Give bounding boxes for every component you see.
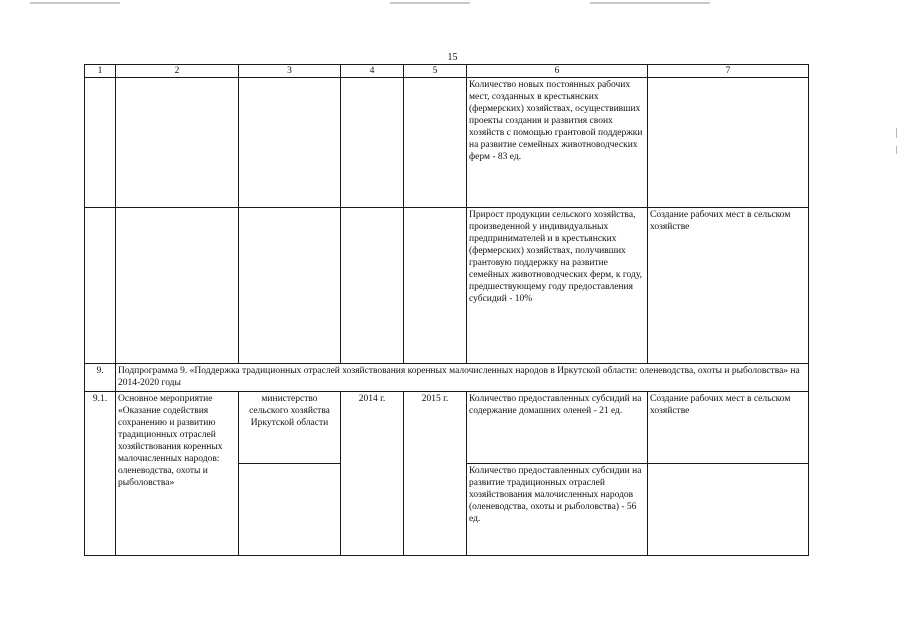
scan-artifact	[390, 2, 470, 4]
table-cell	[239, 464, 341, 556]
program-table	[84, 64, 809, 556]
table-cell	[404, 78, 467, 208]
page-number: 15	[447, 52, 458, 63]
start-year-cell: 2014 г.	[341, 392, 404, 556]
result-cell: Создание рабочих мест в сельском хозяйстве	[648, 392, 809, 464]
table-cell	[116, 208, 239, 364]
table-cell	[341, 78, 404, 208]
row-number: 9.	[85, 364, 116, 392]
table-row	[85, 208, 809, 364]
column-header: 7	[648, 65, 809, 78]
column-header: 2	[116, 65, 239, 78]
indicator-cell: Прирост продукции сельского хозяйства, произведенной у индивидуальных предпринимателей и в крестьянских (фермерских) хозяйствах, получивших грантовую поддержку на развитие семейных животноводческих ферм, к году, предшествующему году предоставления субсидий - 10%	[467, 208, 648, 364]
table-cell	[648, 464, 809, 556]
scan-artifact	[896, 146, 897, 154]
subprogram-title: Подпрограмма 9. «Поддержка традиционных отраслей хозяйствования коренных малочисленных народов в Иркутской области: оленеводства, охоты и рыболовства» на 2014-2020 годы	[116, 364, 809, 392]
scan-artifact	[30, 2, 120, 4]
table-cell	[341, 208, 404, 364]
table-cell	[85, 78, 116, 208]
end-year-cell: 2015 г.	[404, 392, 467, 556]
table-cell	[404, 208, 467, 364]
table-cell	[239, 78, 341, 208]
scan-artifact	[896, 128, 897, 138]
column-header: 6	[467, 65, 648, 78]
scan-artifact	[590, 2, 710, 4]
row-number: 9.1.	[85, 392, 116, 556]
result-cell: Создание рабочих мест в сельском хозяйстве	[648, 208, 809, 364]
column-header: 5	[404, 65, 467, 78]
table-cell	[116, 78, 239, 208]
indicator-cell: Количество предоставленных субсидии на развитие традиционных отраслей хозяйствования малочисленных народов (оленеводства, охоты и рыболовства) - 56 ед.	[467, 464, 648, 556]
column-header: 3	[239, 65, 341, 78]
table-cell	[648, 78, 809, 208]
table-cell	[85, 208, 116, 364]
table-row	[85, 392, 809, 464]
table-row	[85, 78, 809, 208]
indicator-cell: Количество предоставленных субсидий на содержание домашних оленей - 21 ед.	[467, 392, 648, 464]
column-header: 4	[341, 65, 404, 78]
column-header-row	[85, 65, 809, 78]
indicator-cell: Количество новых постоянных рабочих мест, созданных в крестьянских (фермерских) хозяйствах, осуществивших проекты создания и развития своих хозяйств с помощью грантовой поддержки на развитие семейных животноводческих ферм - 83 ед.	[467, 78, 648, 208]
column-header: 1	[85, 65, 116, 78]
measure-cell: Основное мероприятие «Оказание содействия сохранению и развитию традиционных отраслей хозяйствования коренных малочисленных народов: оленеводства, охоты и рыболовства»	[116, 392, 239, 556]
executor-cell: министерство сельского хозяйства Иркутской области	[239, 392, 341, 464]
table-cell	[239, 208, 341, 364]
subprogram-row	[85, 364, 809, 392]
